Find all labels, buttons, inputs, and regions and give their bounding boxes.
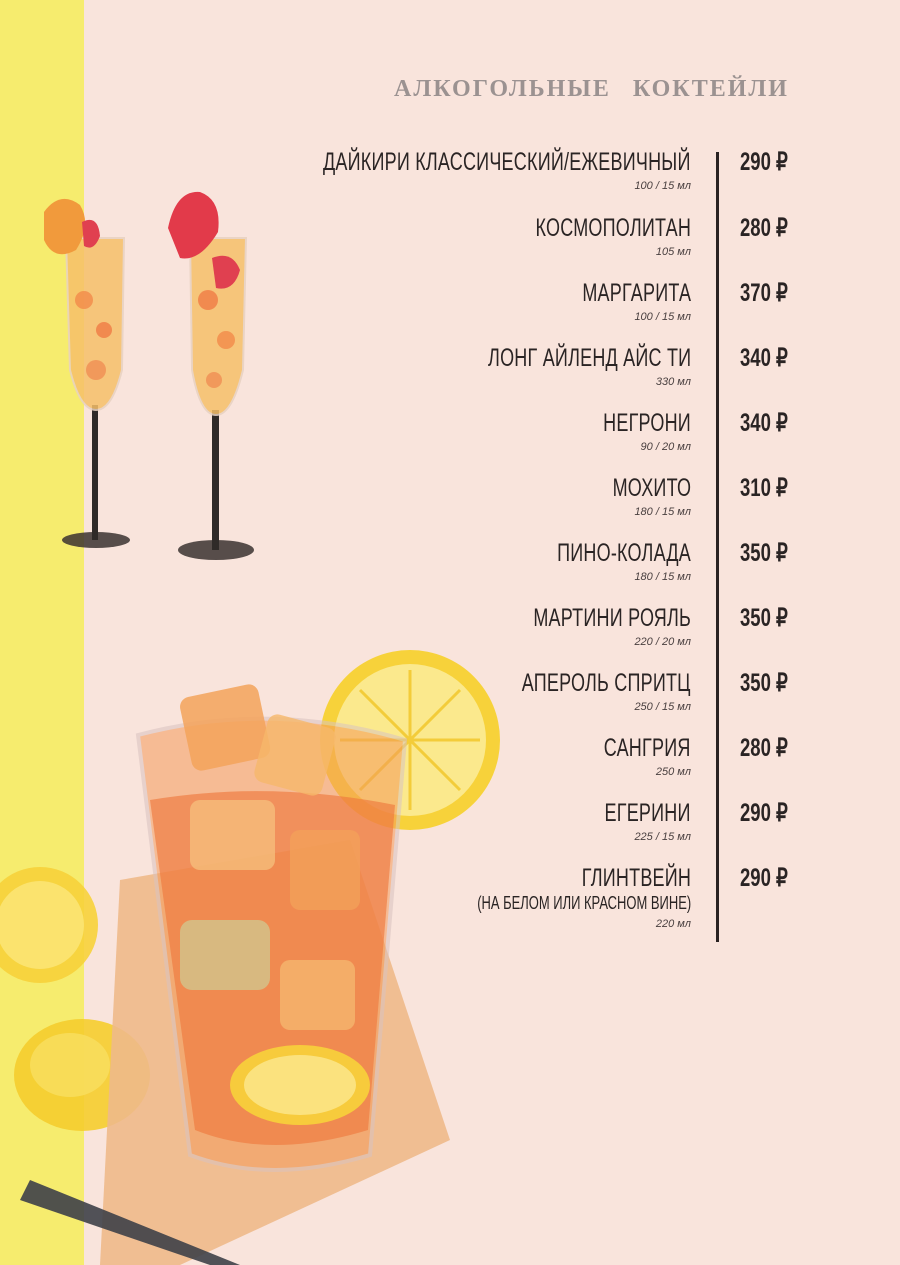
champagne-glass-left-icon xyxy=(44,199,130,548)
menu-item xyxy=(505,539,691,583)
menu-item xyxy=(570,734,691,778)
menu-item xyxy=(569,409,691,453)
menu-item xyxy=(456,669,691,713)
item-volume: 250 / 15 мл xyxy=(634,701,691,713)
item-price: 310 ₽ xyxy=(740,474,788,502)
menu-item xyxy=(582,474,691,518)
item-volume: 180 / 15 мл xyxy=(634,571,691,583)
item-name: ПИНО-КОЛАДА xyxy=(557,539,691,567)
item-price: 340 ₽ xyxy=(740,344,788,372)
item-volume: 220 мл xyxy=(655,918,691,930)
item-volume: 100 / 15 мл xyxy=(634,180,691,192)
menu-item xyxy=(472,604,691,648)
item-name: ГЛИНТВЕЙН xyxy=(581,864,691,892)
menu-item xyxy=(409,344,691,388)
item-price: 350 ₽ xyxy=(740,604,788,632)
item-name: АПЕРОЛЬ СПРИТЦ xyxy=(522,669,691,697)
menu-item xyxy=(180,148,691,192)
menu-item xyxy=(475,214,691,258)
menu-title: АЛКОГОЛЬНЫЕ КОКТЕЙЛИ xyxy=(394,76,789,102)
item-volume: 105 мл xyxy=(655,246,691,258)
item-name: САНГРИЯ xyxy=(604,734,691,762)
item-volume: 330 мл xyxy=(655,376,691,388)
item-volume: 90 / 20 мл xyxy=(640,441,691,453)
price-divider xyxy=(716,152,719,942)
item-price: 350 ₽ xyxy=(740,539,788,567)
item-name: ЕГЕРИНИ xyxy=(604,799,691,827)
item-volume: 250 мл xyxy=(655,766,691,778)
menu-item xyxy=(394,864,691,930)
item-price: 280 ₽ xyxy=(740,214,788,242)
item-note: (НА БЕЛОМ ИЛИ КРАСНОМ ВИНЕ) xyxy=(477,893,691,913)
menu-item xyxy=(571,799,691,843)
item-name: МОХИТО xyxy=(612,474,691,502)
item-price: 290 ₽ xyxy=(740,799,788,827)
item-volume: 100 / 15 мл xyxy=(634,311,691,323)
item-price: 290 ₽ xyxy=(740,864,788,892)
item-volume: 220 / 20 мл xyxy=(634,636,691,648)
item-price: 340 ₽ xyxy=(740,409,788,437)
item-price: 290 ₽ xyxy=(740,148,788,176)
item-price: 280 ₽ xyxy=(740,734,788,762)
item-price: 370 ₽ xyxy=(740,279,788,307)
item-name: КОСМОПОЛИТАН xyxy=(535,214,691,242)
item-name: МАРГАРИТА xyxy=(582,279,691,307)
item-volume: 225 / 15 мл xyxy=(634,831,691,843)
menu-item xyxy=(540,279,691,323)
item-volume: 180 / 15 мл xyxy=(634,506,691,518)
item-name: ДАЙКИРИ КЛАССИЧЕСКИЙ/ЕЖЕВИЧНЫЙ xyxy=(323,148,691,176)
champagne-glass-right-icon xyxy=(168,192,254,560)
item-name: ЛОНГ АЙЛЕНД АЙС ТИ xyxy=(487,344,691,372)
item-price: 350 ₽ xyxy=(740,669,788,697)
item-name: НЕГРОНИ xyxy=(603,409,691,437)
item-name: МАРТИНИ РОЯЛЬ xyxy=(533,604,691,632)
